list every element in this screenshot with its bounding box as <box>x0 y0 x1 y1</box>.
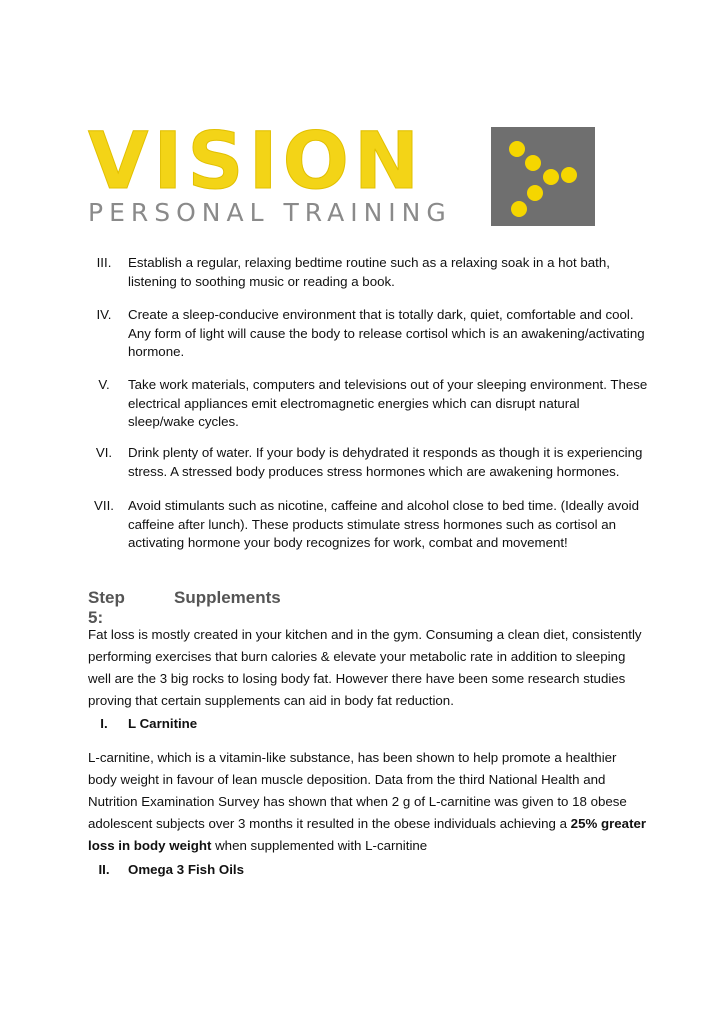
l-carnitine-paragraph <box>88 747 648 857</box>
list-number: V. <box>98 377 110 392</box>
list-text: Establish a regular, relaxing bedtime routine such as a relaxing soak in a hot bath, listening to soothing music or reading a book. <box>128 255 610 289</box>
list-text: Create a sleep-conducive environment that is totally dark, quiet, comfortable and cool. Any form of light will cause the body to release cortisol which is an awakening/activating hormone. <box>128 307 645 359</box>
list-text: Take work materials, computers and televisions out of your sleeping environment. These electrical appliances emit electromagnetic energies which can disrupt natural sleep/wake cycles. <box>128 377 648 429</box>
step-title: Supplements <box>174 588 281 607</box>
supplement-name: L Carnitine <box>128 716 198 731</box>
logo-tagline: PERSONAL TRAINING <box>88 198 452 227</box>
highlight-text: 25% greater loss in body weight <box>88 816 647 853</box>
list-number: VI. <box>95 445 113 460</box>
list-text: Drink plenty of water. If your body is dehydrated it responds as though it is experiencing stress. A stressed body produces stress hormones which are awakening hormones. <box>128 445 643 479</box>
logo-dots-icon <box>491 127 595 226</box>
list-number: I. <box>100 716 108 731</box>
list-number: II. <box>98 862 110 877</box>
intro-paragraph: Fat loss is mostly created in your kitchen and in the gym. Consuming a clean diet, consistently performing exercises that burn calories & elevate your metabolic rate in addition to sleeping well are the 3 big rocks to losing body fat. However there have been some research studies proving that certain supplements can aid in body fat reduction. <box>88 627 642 708</box>
list-number: IV. <box>96 307 112 322</box>
logo-wordmark: VISION <box>88 117 425 207</box>
supplement-name: Omega 3 Fish Oils <box>128 862 245 877</box>
paragraph-text: L-carnitine, which is a vitamin-like substance, has been shown to help promote a healthier body weight in favour of lean muscle deposition. Data from the third National Health and Nutrition Examination Survey has shown that when 2 g of L-carnitine was given to 18 obese adolescent subjects over 3 months it resulted in the obese individuals achieving a <box>88 750 627 831</box>
step-label: Step 5: <box>88 588 125 627</box>
list-number: III. <box>96 255 112 270</box>
vision-logo <box>88 117 598 227</box>
list-number: VII. <box>94 498 114 513</box>
list-text: Avoid stimulants such as nicotine, caffeine and alcohol close to bed time. (Ideally avoid caffeine after lunch). These products stimulate stress hormones such as cortisol an activating hormone your body recognizes for work, combat and movement! <box>128 498 639 550</box>
paragraph-text-end: when supplemented with L-carnitine <box>211 838 428 853</box>
